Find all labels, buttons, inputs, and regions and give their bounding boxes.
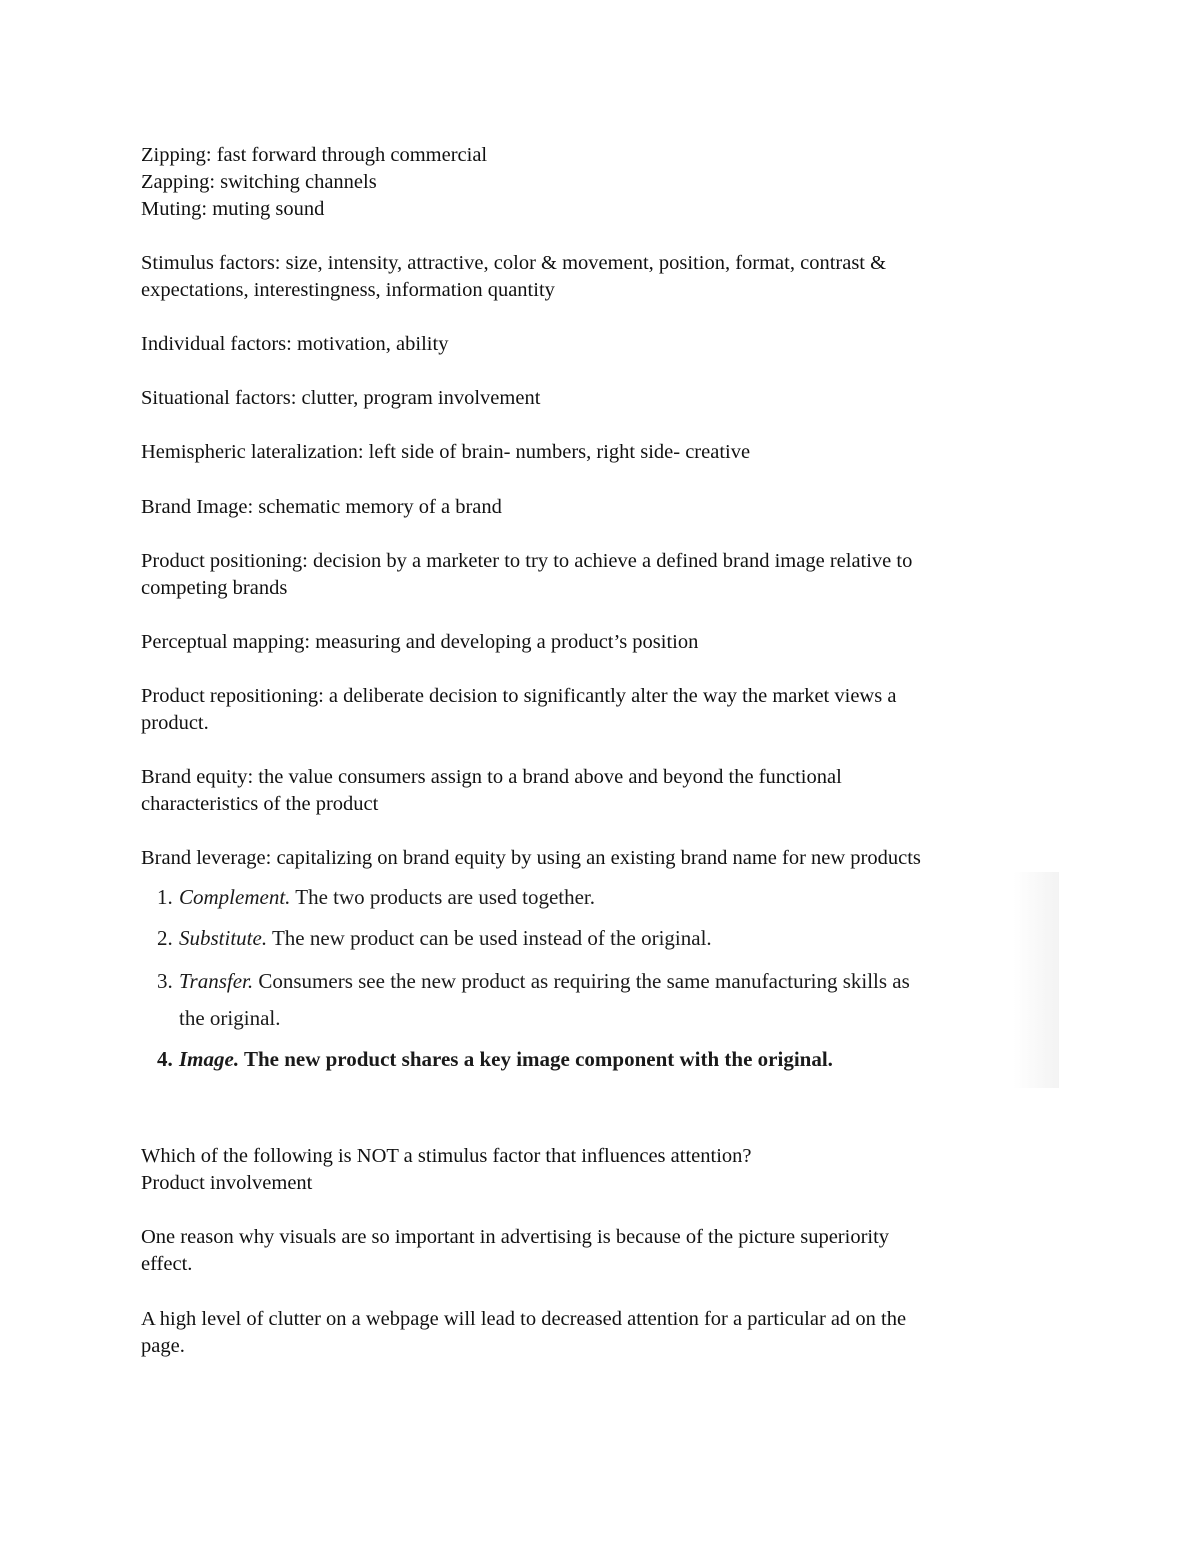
text-line: Zapping: switching channels xyxy=(141,171,377,193)
text-line: Hemispheric lateralization: left side of brain- numbers, right side- creative xyxy=(141,441,751,463)
list-item-image xyxy=(157,1041,1047,1078)
text-line: Stimulus factors: size, intensity, attractive, color & movement, position, format, contrast & xyxy=(141,252,887,274)
text-line: Perceptual mapping: measuring and developing a product’s position xyxy=(141,631,699,653)
question-stimulus-factor xyxy=(141,1143,1041,1197)
brand-leverage-excerpt-image xyxy=(141,872,1059,1088)
paragraph-product-repositioning xyxy=(141,683,1041,737)
paragraph-individual-factors xyxy=(141,331,1041,358)
question-text: Which of the following is NOT a stimulus factor that influences attention? xyxy=(141,1145,752,1167)
list-text: The new product can be used instead of the original. xyxy=(267,926,712,950)
list-term: Image. xyxy=(179,1047,240,1071)
text-line: expectations, interestingness, information quantity xyxy=(141,279,555,301)
text-line: page. xyxy=(141,1335,185,1357)
paragraph-brand-equity xyxy=(141,764,1041,818)
list-item-transfer xyxy=(157,963,1047,1037)
text-line: Brand Image: schematic memory of a brand xyxy=(141,496,502,518)
statement-picture-superiority xyxy=(141,1224,1041,1278)
text-line: Muting: muting sound xyxy=(141,198,325,220)
text-line: competing brands xyxy=(141,577,288,599)
text-line: Product repositioning: a deliberate decision to significantly alter the way the market views a xyxy=(141,685,897,707)
text-line: characteristics of the product xyxy=(141,793,379,815)
paragraph-stimulus-factors xyxy=(141,250,1041,304)
list-number: 2. xyxy=(157,926,173,950)
text-line: product. xyxy=(141,712,209,734)
text-line: Situational factors: clutter, program involvement xyxy=(141,387,541,409)
text-line: A high level of clutter on a webpage will lead to decreased attention for a particular ad on the xyxy=(141,1308,907,1330)
list-text: The new product shares a key image component with the original. xyxy=(239,1047,833,1071)
paragraph-situational-factors xyxy=(141,385,1041,412)
paragraph-brand-leverage xyxy=(141,845,1041,872)
text-line: Individual factors: motivation, ability xyxy=(141,333,449,355)
list-term: Complement. xyxy=(179,885,291,909)
list-text: Consumers see the new product as requiring the same manufacturing skills as xyxy=(253,969,910,993)
text-line: One reason why visuals are so important in advertising is because of the picture superiority xyxy=(141,1226,890,1248)
list-text-continuation: the original. xyxy=(179,1006,281,1030)
list-number: 1. xyxy=(157,885,173,909)
answer-text: Product involvement xyxy=(141,1172,313,1194)
paragraph-product-positioning xyxy=(141,548,1041,602)
paragraph-zipping-zapping-muting xyxy=(141,142,1041,223)
paragraph-perceptual-mapping xyxy=(141,629,1041,656)
list-item-complement xyxy=(157,879,1047,916)
text-line: Product positioning: decision by a marketer to try to achieve a defined brand image relative to xyxy=(141,550,913,572)
list-text: The two products are used together. xyxy=(290,885,596,909)
text-line: Brand equity: the value consumers assign to a brand above and beyond the functional xyxy=(141,766,842,788)
paragraph-hemispheric-lateralization xyxy=(141,439,1041,466)
list-term: Substitute. xyxy=(179,926,268,950)
text-line: Brand leverage: capitalizing on brand equity by using an existing brand name for new products xyxy=(141,847,921,869)
text-line: Zipping: fast forward through commercial xyxy=(141,144,488,166)
list-item-substitute xyxy=(157,920,1047,957)
text-line: effect. xyxy=(141,1253,193,1275)
list-term: Transfer. xyxy=(179,969,254,993)
list-number: 4. xyxy=(157,1047,173,1071)
list-number: 3. xyxy=(157,969,173,993)
paragraph-brand-image xyxy=(141,494,1041,521)
statement-clutter xyxy=(141,1306,1041,1360)
